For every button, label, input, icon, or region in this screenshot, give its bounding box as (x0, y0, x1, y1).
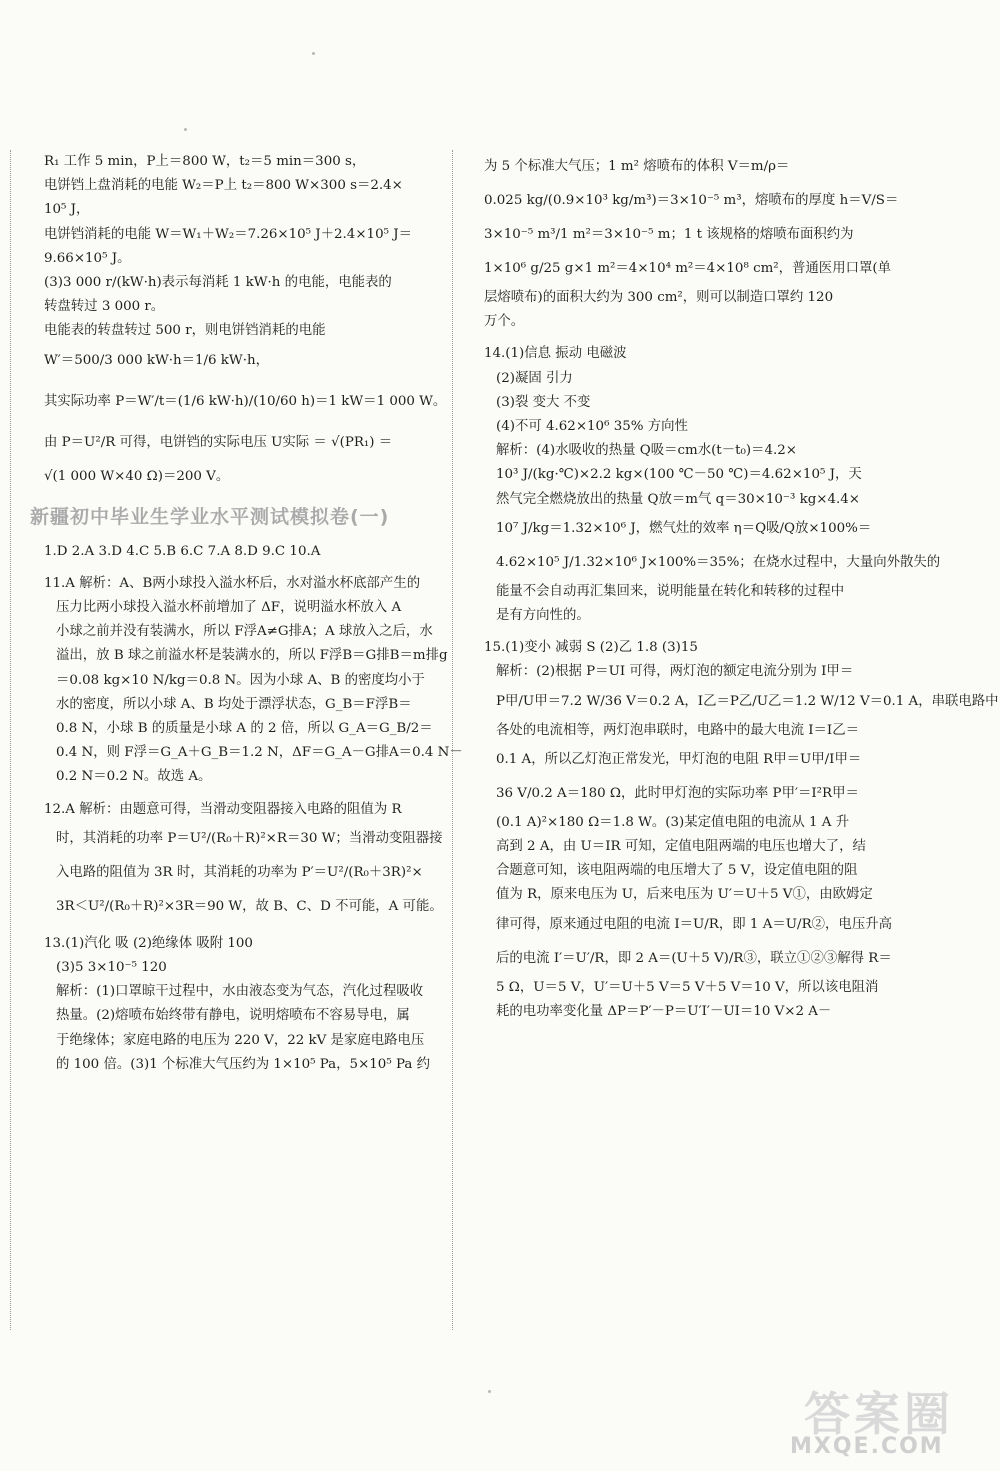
question-13-continued (484, 150, 899, 334)
text-line: 11.A 解析：A、B两小球投入溢水杯后，水对溢水杯底部产生的 (44, 575, 421, 591)
text-line: 是有方向性的。 (496, 608, 590, 624)
left-column (30, 150, 463, 1077)
text-line: 转盘转过 3 000 r。 (44, 299, 165, 315)
text-line: 电饼铛消耗的电能 W＝W₁＋W₂＝7.26×10⁵ J＋2.4×10⁵ J＝ (44, 226, 412, 242)
text-line: 于绝缘体；家庭电路的电压为 220 V，22 kV 是家庭电路电压 (56, 1032, 425, 1048)
text-line: ＝0.08 kg×10 N/kg＝0.8 N。因为小球 A、B 的密度均小于 (56, 672, 425, 688)
text-line: 热量。(2)熔喷布始终带有静电，说明熔喷布不容易导电，属 (56, 1008, 410, 1024)
solution-continued (44, 150, 447, 494)
column-divider (452, 150, 453, 1330)
text-line: 5 Ω，U＝5 V，U′＝U＋5 V＝5 V＋5 V＝10 V，所以该电阻消 (496, 979, 879, 995)
text-line: 0.025 kg/(0.9×10³ kg/m³)＝3×10⁻⁵ m³，熔喷布的厚度 h＝V/S＝ (484, 193, 899, 208)
question-11 (44, 572, 463, 790)
text-line: 层熔喷布)的面积大约为 300 cm²，则可以制造口罩约 120 (484, 290, 834, 305)
speck (184, 128, 187, 131)
equation-power: 其实际功率 P＝W′/t＝(1/6 kW·h)/(10/60 h)＝1 kW＝1 000 W。 (44, 393, 447, 409)
text-line: 的 100 倍。(3)1 个标准大气压约为 1×10⁵ Pa，5×10⁵ Pa 约 (56, 1056, 430, 1072)
text-line: 0.4 N，则 F浮＝G_A＋G_B＝1.2 N，ΔF＝G_A－G排A＝0.4 N－ (56, 745, 463, 761)
text-line: 3R＜U²/(R₀＋R)²×3R＝90 W，故 B、C、D 不可能，A 可能。 (56, 898, 443, 914)
equation-voltage-result: √(1 000 W×40 Ω)＝200 V。 (44, 468, 230, 484)
text-line: 12.A 解析：由题意可得，当滑动变阻器接入电路的阻值为 R (44, 801, 402, 817)
text-line: 水的密度，所以小球 A、B 均处于漂浮状态，G_B＝F浮B＝ (56, 696, 412, 712)
text-line: 律可得，原来通过电阻的电流 I＝U/R，即 1 A＝U/R②，电压升高 (496, 916, 892, 932)
text-line: 14.(1)信息 振动 电磁波 (484, 346, 627, 362)
watermark-url: MXQE.COM (790, 1434, 944, 1459)
watermark-text: 答案圈 (804, 1387, 954, 1441)
text-line: 合题意可知，该电阻两端的电压增大了 5 V，设定值电阻的阻 (496, 863, 858, 879)
text-line: 电饼铛上盘消耗的电能 W₂＝P上 t₂＝800 W×300 s＝2.4× (44, 178, 403, 194)
text-line: 0.2 N＝0.2 N。故选 A。 (56, 769, 212, 785)
text-line: 时，其消耗的功率 P＝U²/(R₀＋R)²×R＝30 W；当滑动变阻器接 (56, 830, 443, 846)
speck (488, 1390, 491, 1393)
text-line: 高到 2 A，由 U＝IR 可知，定值电阻两端的电压也增大了，结 (496, 839, 866, 855)
equation-voltage: 由 P＝U²/R 可得，电饼铛的实际电压 U实际 ＝ √(PR₁) ＝ (44, 434, 393, 450)
watermark-logo (780, 1378, 980, 1464)
text-line: 解析：(1)口罩晾干过程中，水由液态变为气态，汽化过程吸收 (56, 984, 424, 1000)
text-line: 解析：(4)水吸收的热量 Q吸＝cm水(t－t₀)＝4.2× (496, 443, 797, 459)
text-line: 3×10⁻⁵ m³/1 m²＝3×10⁻⁵ m；1 t 该规格的熔喷布面积约为 (484, 227, 854, 242)
text-line: 36 V/0.2 A＝180 Ω，此时甲灯泡的实际功率 P甲′＝I²R甲＝ (496, 785, 859, 801)
question-14 (484, 342, 941, 628)
text-line: (2)凝固 引力 (496, 370, 573, 386)
text-line: 各处的电流相等，两灯泡串联时，电路中的最大电流 I＝I乙＝ (496, 722, 859, 738)
text-line: (3)3 000 r/(kW·h)表示每消耗 1 kW·h 的电能，电能表的 (44, 275, 392, 291)
text-line: R₁ 工作 5 min，P上＝800 W，t₂＝5 min＝300 s， (44, 154, 366, 169)
text-line: 入电路的阻值为 3R 时，其消耗的功率为 P′＝U²/(R₀＋3R)²× (56, 864, 423, 880)
right-column (484, 150, 999, 1024)
text-line: 解析：(2)根据 P＝UI 可得，两灯泡的额定电流分别为 I甲＝ (496, 664, 854, 680)
text-line: 15.(1)变小 减弱 S (2)乙 1.8 (3)15 (484, 640, 698, 656)
text-line: (3)裂 变大 不变 (496, 394, 591, 410)
answers-1-10: 1.D 2.A 3.D 4.C 5.B 6.C 7.A 8.D 9.C 10.A (44, 543, 321, 559)
equation-energy: W′＝500/3 000 kW·h＝1/6 kW·h， (44, 352, 269, 368)
text-line: 10⁷ J/kg＝1.32×10⁶ J，燃气灶的效率 η＝Q吸/Q放×100%＝ (496, 520, 872, 536)
text-line: 10³ J/(kg·℃)×2.2 kg×(100 ℃－50 ℃)＝4.62×10⁵ J，天 (496, 467, 862, 483)
text-line: 0.1 A，所以乙灯泡正常发光，甲灯泡的电阻 R甲＝U甲/I甲＝ (496, 751, 862, 767)
section-title: 新疆初中毕业生学业水平测试模拟卷(一) (30, 505, 390, 528)
text-line: 然气完全燃烧放出的热量 Q放＝m气 q＝30×10⁻³ kg×4.4× (496, 491, 861, 507)
text-line: (0.1 A)²×180 Ω＝1.8 W。(3)某定值电阻的电流从 1 A 升 (496, 814, 850, 830)
text-line: 万个。 (484, 314, 525, 330)
speck (312, 52, 315, 55)
question-13 (44, 932, 444, 1077)
text-line: 后的电流 I′＝U′/R，即 2 A＝(U＋5 V)/R③，联立①②③解得 R＝ (496, 950, 892, 966)
text-line: 13.(1)汽化 吸 (2)绝缘体 吸附 100 (44, 935, 253, 951)
text-line: 10⁵ J， (44, 202, 90, 218)
text-line: 0.8 N，小球 B 的质量是小球 A 的 2 倍，所以 G_A＝G_B/2＝ (56, 721, 433, 737)
text-line: 9.66×10⁵ J。 (44, 250, 131, 266)
text-line: 小球之前并没有装满水，所以 F浮A≠G排A；A 球放入之后，水 (56, 624, 433, 640)
text-line: 4.62×10⁵ J/1.32×10⁶ J×100%＝35%；在烧水过程中，大量向外散失的 (496, 554, 941, 570)
text-line: 为 5 个标准大气压；1 m² 熔喷布的体积 V＝m/ρ＝ (484, 159, 790, 174)
text-line: 耗的电功率变化量 ΔP＝P′－P＝U′I′－UI＝10 V×2 A－ (496, 1003, 832, 1019)
question-12 (44, 798, 444, 924)
text-line: 压力比两小球投入溢水杯前增加了 ΔF，说明溢水杯放入 A (56, 600, 402, 616)
text-line: P甲/U甲＝7.2 W/36 V＝0.2 A，I乙＝P乙/U乙＝1.2 W/12 V＝0.1 A，串联电路中 (496, 693, 999, 709)
text-line: (4)不可 4.62×10⁶ 35% 方向性 (496, 419, 688, 435)
left-margin-dotted-rule (10, 150, 11, 1330)
text-line: 值为 R，原来电压为 U，后来电压为 U′＝U＋5 V①，由欧姆定 (496, 887, 873, 903)
text-line: (3)5 3×10⁻⁵ 120 (56, 960, 167, 976)
text-line: 电能表的转盘转过 500 r，则电饼铛消耗的电能 (44, 323, 326, 339)
text-line: 溢出，放 B 球之前溢水杯是装满水的，所以 F浮B＝G排B＝m排g (56, 648, 448, 664)
text-line: 能量不会自动再汇集回来，说明能量在转化和转移的过程中 (496, 583, 845, 599)
text-line: 1×10⁶ g/25 g×1 m²＝4×10⁴ m²＝4×10⁸ cm²，普通医用口罩(单 (484, 261, 891, 276)
question-15 (484, 636, 999, 1024)
